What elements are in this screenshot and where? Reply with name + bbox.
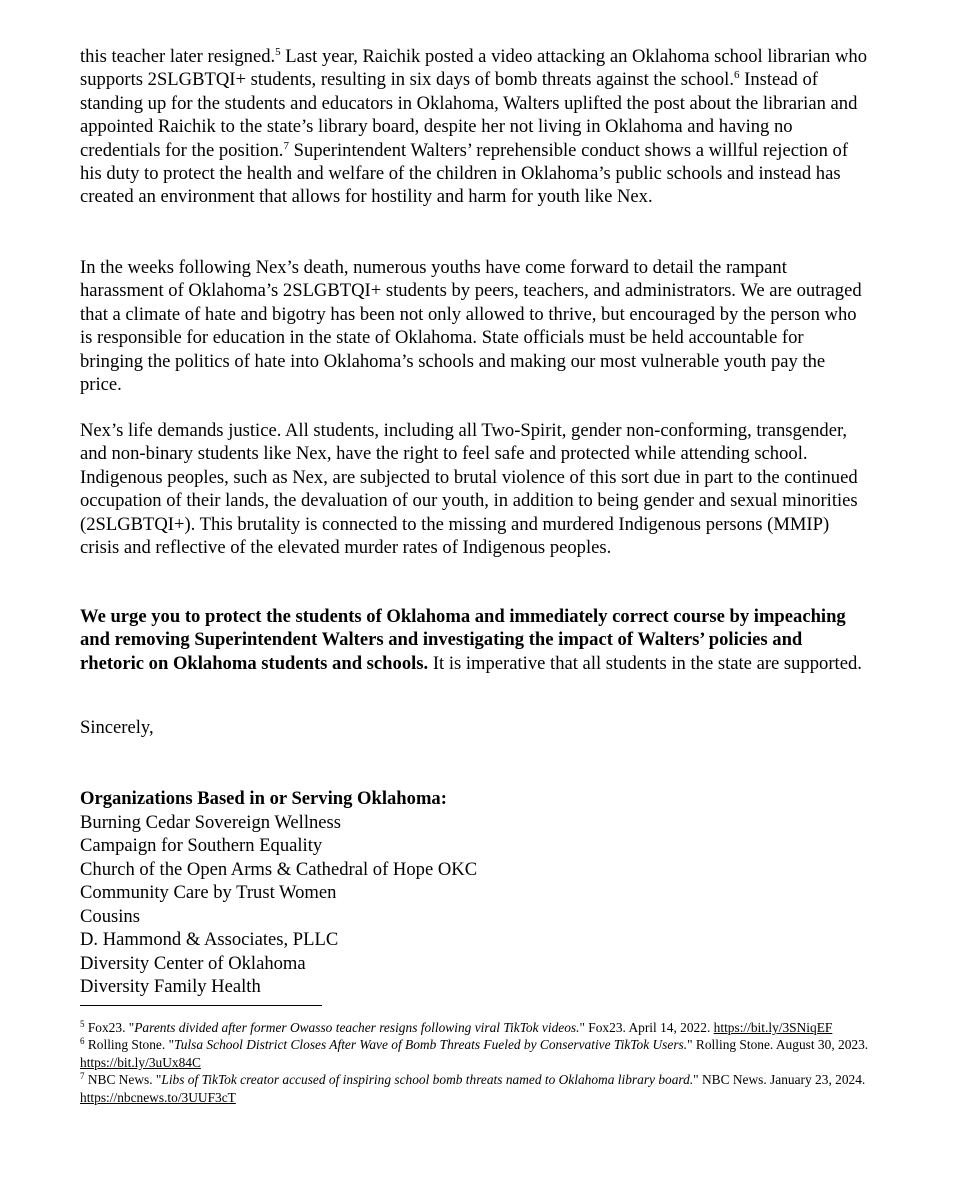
- call-to-action: We urge you to protect the students of Oklahoma and immediately correct course by impeaching and removing Superintendent Walters and investigating the impact of Walters’ policies and rhetoric on Oklahoma students and schools.: [80, 606, 846, 674]
- footnote-6: [80, 1036, 870, 1071]
- footnote-title: Parents divided after former Owasso teacher resigns following viral TikTok videos.: [134, 1020, 580, 1035]
- footnote-source: Rolling Stone. ": [84, 1037, 175, 1053]
- paragraph-1: [80, 45, 870, 209]
- paragraph-1-text-d: Superintendent Walters’ reprehensible conduct shows a willful rejection of his duty to protect the health and welfare of the children in Oklahoma’s public schools and instead has created an environment that allows for hostility and harm for youth like Nex.: [80, 139, 849, 208]
- organization-item: Diversity Center of Oklahoma: [80, 952, 306, 974]
- organizations-list: [80, 787, 870, 999]
- footnote-link[interactable]: https://bit.ly/3SNiqEF: [713, 1020, 833, 1035]
- footnote-ref-7[interactable]: 7: [283, 139, 289, 152]
- footnote-source: NBC News. ": [84, 1072, 162, 1088]
- footnote-date: " Rolling Stone. August 30, 2023.: [687, 1037, 869, 1053]
- paragraph-1-text-a: this teacher later resigned.: [80, 46, 276, 67]
- organizations-heading: Organizations Based in or Serving Oklahoma:: [80, 788, 447, 809]
- footnote-number: 6: [80, 1036, 85, 1047]
- organization-item: Community Care by Trust Women: [80, 882, 337, 903]
- organization-item: Church of the Open Arms & Cathedral of Hope OKC: [80, 858, 478, 880]
- footnote-title: Tulsa School District Closes After Wave of Bomb Threats Fueled by Conservative TikTok Users.: [174, 1037, 688, 1053]
- organization-item: Campaign for Southern Equality: [80, 835, 323, 856]
- paragraph-4: [80, 605, 870, 675]
- footnote-5: [80, 1019, 870, 1036]
- footnote-ref-6[interactable]: 6: [733, 69, 740, 82]
- footnote-link[interactable]: https://nbcnews.to/3UUF3cT: [80, 1089, 236, 1105]
- footnote-date: " Fox23. April 14, 2022.: [579, 1020, 711, 1035]
- footnote-number: 7: [80, 1071, 85, 1082]
- organization-item: Burning Cedar Sovereign Wellness: [80, 811, 342, 833]
- footnote-ref-5[interactable]: 5: [275, 46, 281, 58]
- footnote-source: Fox23. ": [84, 1020, 135, 1035]
- paragraph-4-text: It is imperative that all students in the state are supported.: [428, 652, 862, 674]
- footnote-date: " NBC News. January 23, 2024.: [693, 1072, 866, 1088]
- organization-item: D. Hammond & Associates, PLLC: [80, 929, 339, 950]
- footnote-divider: [80, 1005, 322, 1006]
- paragraph-1-text-c: Instead of standing up for the students and educators in Oklahoma, Walters uplifted the post about the librarian and appointed Raichik to the state’s library board, despite her not living in Oklahoma and having no credentials for the position.: [80, 69, 858, 161]
- footnote-number: 5: [80, 1019, 85, 1029]
- footnote-title: Libs of TikTok creator accused of inspiring school bomb threats named to Oklahoma library board.: [161, 1072, 694, 1088]
- organization-item: Diversity Family Health: [80, 976, 261, 997]
- paragraph-2: In the weeks following Nex’s death, numerous youths have come forward to detail the rampant harassment of Oklahoma’s 2SLGBTQI+ students by peers, teachers, and administrators. We are outraged that a climate of hate and bigotry has been not only allowed to thrive, but encouraged by the person who is responsible for education in the state of Oklahoma. State officials must be held accountable for bringing the politics of hate into Oklahoma’s schools and making our most vulnerable youth pay the price.: [80, 257, 862, 396]
- footnote-7: [80, 1071, 870, 1106]
- organization-item: Cousins: [80, 905, 140, 927]
- closing: Sincerely,: [80, 717, 154, 738]
- footnote-link[interactable]: https://bit.ly/3uUx84C: [80, 1054, 201, 1070]
- paragraph-1-text-b: Last year, Raichik posted a video attacking an Oklahoma school librarian who supports 2SLGBTQI+ students, resulting in six days of bomb threats against the school.: [80, 46, 867, 91]
- paragraph-3: Nex’s life demands justice. All students, including all Two-Spirit, gender non-conforming, transgender, and non-binary students like Nex, have the right to feel safe and protected while attending school. Indigenous peoples, such as Nex, are subjected to brutal violence of this sort due in part to the continued occupation of their lands, the devaluation of our youth, in addition to being gender and sexual minorities (2SLGBTQI+). This brutality is connected to the missing and murdered Indigenous persons (MMIP) crisis and reflective of the elevated murder rates of Indigenous peoples.: [80, 420, 858, 559]
- footnotes: [80, 1019, 870, 1106]
